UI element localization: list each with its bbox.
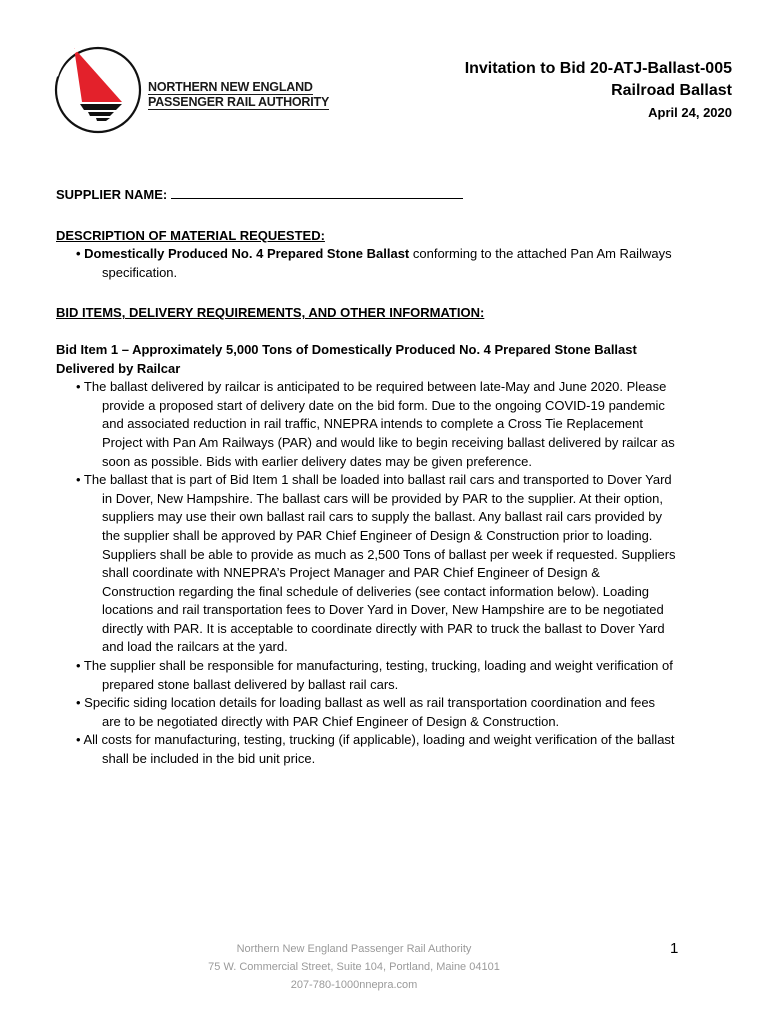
page-footer bbox=[0, 940, 708, 994]
bid-items-heading: BID ITEMS, DELIVERY REQUIREMENTS, AND OTHER INFORMATION: bbox=[56, 305, 485, 321]
logo-line1: NORTHERN NEW ENGLAND bbox=[148, 80, 313, 94]
supplier-name-line bbox=[56, 186, 676, 205]
document-subtitle: Railroad Ballast bbox=[611, 82, 732, 99]
supplier-name-blank bbox=[171, 186, 463, 199]
footer-contact: 207-780-1000nnepra.com bbox=[290, 979, 418, 991]
footer-address: 75 W. Commercial Street, Suite 104, Portland, Maine 04101 bbox=[208, 961, 500, 973]
bid-bullet-2: • The ballast that is part of Bid Item 1 shall be loaded into ballast rail cars and transported to Dover Yard in Dover, New Hampshire. The ballast cars will be provided by PAR to the supplier. At their option, suppliers may use their own ballast rail cars to supply the ballast. Any ballast rail cars provided by the supplier shall be approved by PAR Chief Engineer of Design & Construction prior to loading. Suppliers shall be able to provide as much as 2,500 Tons of ballast per week if requested. Suppliers shall coordinate with NNEPRA’s Project Manager and PAR Chief Engineer of Design & Construction regarding the final schedule of deliveries (see contact information below). Loading locations and rail transportation fees to Dover Yard in Dover, New Hampshire are to be negotiated directly with PAR. It is acceptable to coordinate directly with PAR to truck the ballast to Dover Yard and load the railcars at the yard. bbox=[76, 472, 676, 655]
nnepra-logo bbox=[50, 40, 350, 140]
document-header bbox=[465, 58, 732, 124]
supplier-name-label: SUPPLIER NAME: bbox=[56, 187, 168, 202]
document-body bbox=[56, 186, 676, 769]
bid-bullet-4: • Specific siding location details for loading ballast as well as rail transportation coordination and fees are to be negotiated directly with PAR Chief Engineer of Design & Construction. bbox=[76, 695, 656, 729]
bid-item-1-title: Bid Item 1 – Approximately 5,000 Tons of Domestically Produced No. 4 Prepared Stone Ballast Delivered by Railcar bbox=[56, 341, 637, 376]
page-number: 1 bbox=[670, 940, 679, 957]
footer-organization: Northern New England Passenger Rail Authority bbox=[236, 943, 472, 955]
description-heading: DESCRIPTION OF MATERIAL REQUESTED: bbox=[56, 227, 325, 243]
description-bullet-text: conforming to the attached Pan Am Railways specification. bbox=[102, 246, 672, 280]
description-bullet bbox=[56, 245, 676, 282]
bid-bullet-3: • The supplier shall be responsible for manufacturing, testing, trucking, loading and weight verification of prepared stone ballast delivered by ballast rail cars. bbox=[76, 658, 673, 692]
description-bullet-bold: • Domestically Produced No. 4 Prepared Stone Ballast bbox=[76, 246, 410, 262]
document-date: April 24, 2020 bbox=[648, 105, 732, 120]
document-title: Invitation to Bid 20-ATJ-Ballast-005 bbox=[464, 60, 732, 77]
bid-bullet-5: • All costs for manufacturing, testing, trucking (if applicable), loading and weight verification of the ballast shall be included in the bid unit price. bbox=[76, 732, 675, 767]
bid-bullet-1: • The ballast delivered by railcar is anticipated to be required between late-May and June 2020. Please provide a proposed start of delivery date on the bid form. Due to the ongoing COVID-19 pandemic and associated reduction in rail traffic, NNEPRA intends to complete a Cross Tie Replacement Project with Pan Am Railways (PAR) and would like to begin receiving ballast delivered by railcar as soon as possible. Bids with earlier delivery dates may be given preference. bbox=[76, 379, 675, 469]
logo-line2: PASSENGER RAIL AUTHORITY bbox=[148, 95, 330, 109]
logo-wordmark bbox=[148, 80, 329, 110]
sail-logo-icon bbox=[50, 40, 150, 140]
